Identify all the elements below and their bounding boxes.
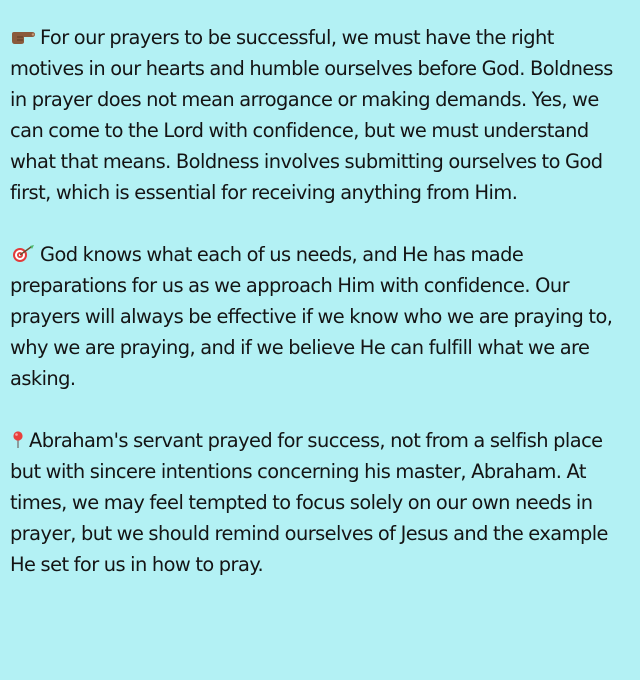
target-icon [10,244,37,263]
paragraph-abraham [10,425,632,580]
pushpin-icon [10,430,27,449]
paragraph-text: God knows what each of us needs, and He has made preparations for us as we approach Him with confidence. Our prayers will always be effective if we know who we are praying to, why we are praying, and if we believe He can fulfill what we are asking. [10,243,613,390]
paragraph-confidence [10,239,632,394]
paragraph-text: For our prayers to be successful, we must have the right motives in our hearts and humble ourselves before God. Boldness in prayer does not mean arrogance or making demands. Yes, we can come to the Lord with confidence, but we must understand what that means. Boldness involves submitting ourselves to God first, which is essential for receiving anything from Him. [10,26,613,204]
pointing-finger-icon [10,27,37,46]
devotional-text [10,22,632,580]
paragraph-text: Abraham's servant prayed for success, not from a selfish place but with sincere intentions concerning his master, Abraham. At times, we may feel tempted to focus solely on our own needs in prayer, but we should remind ourselves of Jesus and the example He set for us in how to pray. [10,429,608,576]
paragraph-motives [10,22,632,208]
